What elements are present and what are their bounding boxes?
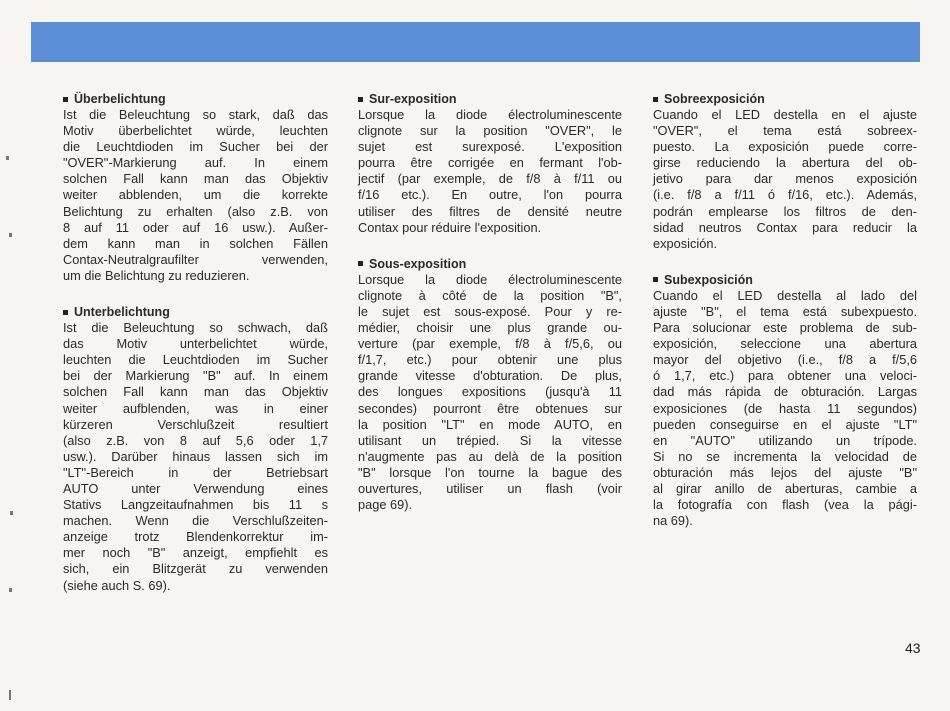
text-line: al girar anillo de aberturas, cambie a xyxy=(653,480,917,496)
text-line: puesto. La exposición puede corre- xyxy=(653,139,917,155)
section-body xyxy=(358,107,622,236)
bullet-icon xyxy=(653,277,658,282)
text-section xyxy=(358,92,622,236)
text-line: Cuando el LED destella al lado del xyxy=(653,287,917,303)
text-line: weiter abblenden, um die korrekte xyxy=(63,187,328,203)
column-spanish xyxy=(653,92,917,550)
text-line: dem kann man in solchen Fällen xyxy=(63,235,328,251)
margin-mark xyxy=(10,511,13,515)
text-line: usw.). Darüber hinaus lassen sich im xyxy=(63,448,328,464)
text-line: secondes) pourront être obtenues sur xyxy=(358,400,622,416)
text-line: utiliser des filtres de densité neutre xyxy=(358,203,622,219)
text-line: (also z.B. von 8 auf 5,6 oder 1,7 xyxy=(63,432,328,448)
text-line: bei der Markierung "B" auf. In einem xyxy=(63,368,328,384)
text-line: verture (par exemple, f/8 à f/5,6, ou xyxy=(358,336,622,352)
header-banner xyxy=(31,22,920,62)
section-body xyxy=(63,320,328,594)
text-line: solchen Fall kann man das Objektiv xyxy=(63,384,328,400)
page-number: 43 xyxy=(905,640,921,656)
text-line: la fotografía con flash (vea la pági- xyxy=(653,497,917,513)
text-line: (i.e. f/8 a f/11 ó f/16, etc.). Además, xyxy=(653,187,917,203)
text-line: machen. Wenn die Verschlußzeiten- xyxy=(63,513,328,529)
text-line: ouvertures, utiliser un flash (voir xyxy=(358,480,622,496)
margin-mark xyxy=(9,233,12,237)
text-line: Ist die Beleuchtung so schwach, daß xyxy=(63,320,328,336)
section-heading-text: Sur-exposition xyxy=(369,92,457,106)
text-line: ajuste "B", el tema está subexpuesto. xyxy=(653,303,917,319)
text-line: Lorsque la diode électroluminescente xyxy=(358,107,622,122)
text-section xyxy=(653,92,917,252)
section-heading xyxy=(63,92,328,106)
bullet-icon xyxy=(358,97,363,102)
section-heading-text: Sous-exposition xyxy=(369,256,467,271)
text-line: des longues expositions (jusqu'à 11 xyxy=(358,384,622,400)
text-line: girse reduciendo la abertura del ob- xyxy=(653,155,917,171)
text-line: Belichtung zu erhalten (also z.B. von xyxy=(63,203,328,219)
text-line: "LT"-Bereich in der Betriebsart xyxy=(63,464,328,480)
text-line: mayor del objetivo (i.e., f/8 a f/5,6 xyxy=(653,352,917,368)
text-line: en "AUTO" utilizando un trípode. xyxy=(653,432,917,448)
text-line: exposiciones (de hasta 11 segundos) xyxy=(653,400,917,416)
text-line: Lorsque la diode électroluminescente xyxy=(358,271,622,287)
text-line: exposición. xyxy=(653,235,718,251)
text-line: Para solucionar este problema de sub- xyxy=(653,320,917,336)
bullet-icon xyxy=(63,310,68,315)
section-heading-text: Überbelichtung xyxy=(74,92,166,106)
section-heading xyxy=(653,92,917,106)
text-line: page 69). xyxy=(358,497,413,513)
text-line: n'augmente pas au delà de la position xyxy=(358,448,622,464)
text-line: Ist die Beleuchtung so stark, daß das xyxy=(63,107,328,122)
text-line: sujet est surexposé. L'exposition xyxy=(358,139,622,155)
text-section xyxy=(358,257,622,513)
text-line: la position "LT" en mode AUTO, en xyxy=(358,416,622,432)
text-line: f/16 etc.). En outre, l'on pourra xyxy=(358,187,622,203)
section-heading xyxy=(63,305,328,319)
text-section xyxy=(653,273,917,529)
text-line: AUTO unter Verwendung eines xyxy=(63,480,328,496)
margin-mark xyxy=(9,588,12,592)
text-line: na 69). xyxy=(653,513,693,529)
text-line: clignote à côté de la position "B", xyxy=(358,287,622,303)
text-line: leuchten die Leuchtdioden im Sucher xyxy=(63,352,328,368)
section-heading-text: Sobreexposición xyxy=(664,92,765,106)
bullet-icon xyxy=(653,97,658,102)
text-line: "B" lorsque l'on tourne la bague des xyxy=(358,464,622,480)
text-line: Cuando el LED destella en el ajuste xyxy=(653,107,917,122)
text-line: exposición, seleccione una abertura xyxy=(653,336,917,352)
text-line: Contax pour réduire l'exposition. xyxy=(358,219,542,235)
text-line: utilisant un trépied. Si la vitesse xyxy=(358,432,622,448)
text-line: mer noch "B" anzeigt, empfiehlt es xyxy=(63,545,328,561)
text-line: "OVER"-Markierung auf. In einem xyxy=(63,155,328,171)
section-body xyxy=(653,107,917,252)
text-line: dad más rápida de obturación. Largas xyxy=(653,384,917,400)
text-section xyxy=(63,305,328,594)
section-body xyxy=(358,272,622,513)
text-line: solchen Fall kann man das Objektiv xyxy=(63,171,328,187)
text-line: sidad neutros Contax para reducir la xyxy=(653,219,917,235)
section-heading xyxy=(358,257,622,271)
text-line: podrán emplearse los filtros de den- xyxy=(653,203,917,219)
text-line: jectif (par exemple, de f/8 à f/11 ou xyxy=(358,171,622,187)
text-line: Si no se incrementa la velocidad de xyxy=(653,448,917,464)
text-line: obturación más lejos del ajuste "B" xyxy=(653,464,917,480)
text-line: clignote sur la position "OVER", le xyxy=(358,123,622,139)
bullet-icon xyxy=(358,261,363,266)
text-line: ó 1,7, etc.) para obtener una veloci- xyxy=(653,368,917,384)
text-line: le sujet est sous-exposé. Pour y re- xyxy=(358,303,622,319)
text-line: das Motiv unterbelichtet würde, xyxy=(63,336,328,352)
text-line: 8 auf 11 oder auf 16 usw.). Außer- xyxy=(63,219,328,235)
section-body xyxy=(653,288,917,529)
section-heading xyxy=(358,92,622,106)
section-body xyxy=(63,107,328,284)
text-line: f/1,7, etc.) pour obtenir une plus xyxy=(358,352,622,368)
text-line: pourra être corrigée en fermant l'ob- xyxy=(358,155,622,171)
section-heading-text: Subexposición xyxy=(664,272,753,287)
text-line: Contax-Neutralgraufilter verwenden, xyxy=(63,251,328,267)
text-line: die Leuchtdioden im Sucher bei der xyxy=(63,139,328,155)
column-german xyxy=(63,92,328,615)
bullet-icon xyxy=(63,97,68,102)
text-line: sich, ein Blitzgerät zu verwenden xyxy=(63,561,328,577)
text-line: médier, choisir une plus grande ou- xyxy=(358,320,622,336)
text-line: Stativs Langzeitaufnahmen bis 11 s xyxy=(63,497,328,513)
text-line: (siehe auch S. 69). xyxy=(63,577,171,593)
text-line: jetivo para dar menos exposición xyxy=(653,171,917,187)
text-line: grande vitesse d'obturation. De plus, xyxy=(358,368,622,384)
text-line: pueden conseguirse en el ajuste "LT" xyxy=(653,416,917,432)
text-line: "OVER", el tema está sobreex- xyxy=(653,123,917,139)
section-heading xyxy=(653,273,917,287)
column-french xyxy=(358,92,622,534)
text-line: anzeige trotz Blendenkorrektur im- xyxy=(63,529,328,545)
text-line: kürzeren Verschlußzeit resultiert xyxy=(63,416,328,432)
section-heading-text: Unterbelichtung xyxy=(74,305,170,320)
margin-mark xyxy=(9,690,11,700)
text-section xyxy=(63,92,328,284)
text-line: weiter aufblenden, was in einer xyxy=(63,400,328,416)
text-line: Motiv überbelichtet würde, leuchten xyxy=(63,123,328,139)
text-line: um die Belichtung zu reduzieren. xyxy=(63,267,250,283)
margin-mark xyxy=(6,156,9,160)
